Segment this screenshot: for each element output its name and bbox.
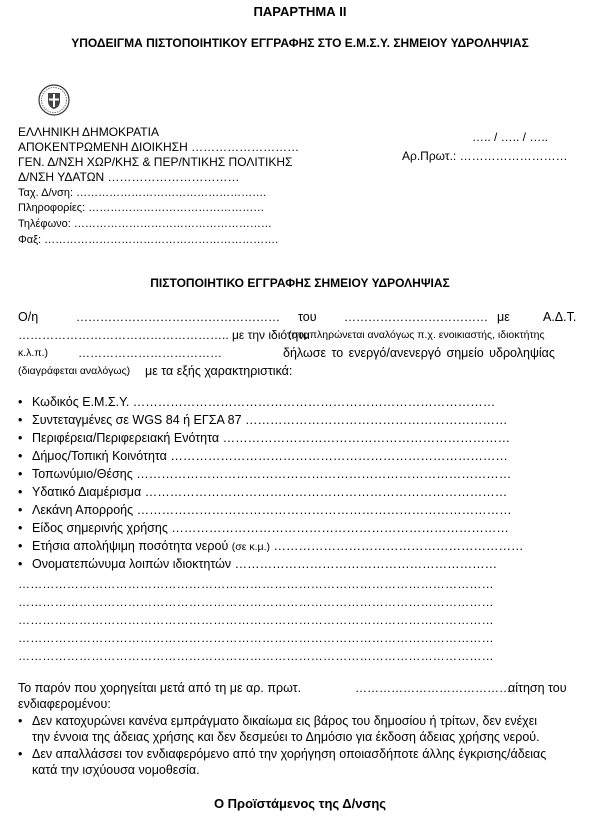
date-field: ….. / ….. / ….. [472, 130, 549, 144]
list-item: • Δήμος/Τοπική Κοινότητα ……………………………………………………………………… [18, 449, 508, 463]
intro-etc: κ.λ.π.) [18, 347, 48, 359]
phone-field: Τηλέφωνο: ……………………………………………… [18, 218, 272, 230]
closing-interested: ενδιαφερομένου: [18, 697, 111, 711]
blank-line: ……………………………………………………………………………………………………… [18, 613, 494, 627]
blank-line: ……………………………………………………………………………………………………… [18, 631, 494, 645]
intro-father-blank: ……………………………… [344, 310, 488, 324]
bullet-icon: • [18, 539, 23, 553]
address-field: Ταχ. Δ/νση: ……………………………………………. [18, 187, 267, 199]
closing-protocol-blank: ………………………………… [355, 681, 511, 695]
list-item: • Ετήσια απολήψιμη ποσότητα νερού (σε κ.μ.) …………………………………………………… [18, 539, 524, 553]
list-item: • Τοπωνύμιο/Θέσης ……………………………………………………………………………… [18, 467, 512, 481]
bullet-icon: • [18, 395, 23, 409]
intro-capacity-blank: ……………………………… [78, 346, 222, 360]
greek-coat-of-arms-icon [38, 84, 70, 116]
header-country: ΕΛΛΗΝΙΚΗ ΔΗΜΟΚΡΑΤΙΑ [18, 125, 159, 139]
header-administration: ΑΠΟΚΕΝΤΡΩΜΕΝΗ ΔΙΟΙΚΗΣΗ ……………………… [18, 140, 300, 154]
intro-name-blank: …………………………………………… [76, 310, 280, 324]
fax-field: Φαξ: ………………………………………………………. [18, 234, 279, 246]
bullet-icon: • [18, 485, 23, 499]
list-item: • Ονοματεπώνυμα λοιπών ιδιοκτητών ……………………………………………………… [18, 557, 498, 571]
signature-title: Ο Προϊστάμενος της Δ/νσης [213, 796, 387, 811]
bullet-icon: • [18, 521, 23, 535]
header-water-directorate: Δ/ΝΣΗ ΥΔΑΤΩΝ …………………………… [18, 170, 240, 184]
list-item: • Υδατικό Διαμέρισμα …………………………………………………………………………… [18, 485, 508, 499]
annex-title: ΠΑΡΑΡΤΗΜΑ ΙΙ [253, 4, 347, 19]
list-item: • Δεν κατοχυρώνει κανένα εμπράγματο δικαίωμα εις βάρος του δημοσίου ή τρίτων, δεν ενέχει [18, 714, 538, 728]
bullet-icon: • [18, 714, 23, 728]
document-title: ΥΠΟΔΕΙΓΜΑ ΠΙΣΤΟΠΟΙΗΤΙΚΟΥ ΕΓΓΡΑΦΗΣ ΣΤΟ Ε.Μ.Σ.Υ. ΣΗΜΕΙΟΥ ΥΔΡΟΛΗΨΙΑΣ [71, 36, 529, 50]
unit-blank: …………………………………………………… [273, 539, 524, 553]
intro-strike-hint: (διαγράφεται αναλόγως) [18, 365, 131, 377]
bullet-icon: • [18, 413, 23, 427]
blank-line: ……………………………………………………………………………………………………… [18, 577, 494, 591]
bullet-icon: • [18, 449, 23, 463]
list-item: • Λεκάνη Απορροής ……………………………………………………………………………… [18, 503, 512, 517]
information-field: Πληροφορίες: ………………………………………… [18, 202, 265, 214]
list-item: • Περιφέρεια/Περιφερειακή Ενότητα …………………………………………………………… [18, 431, 511, 445]
intro-capacity: …………………………………………….. με την ιδιότητα [18, 328, 310, 342]
intro-of: του [298, 310, 317, 324]
list-item: • Κωδικός Ε.Μ.Σ.Υ. …………………………………………………………………………… [18, 395, 496, 409]
intro-with: με [497, 310, 510, 324]
bullet-icon: • [18, 467, 23, 481]
bullet-icon: • [18, 747, 23, 761]
intro-capacity-hint: (συμπληρώνεται αναλόγως π.χ. ενοικιαστής, ιδιοκτήτης [288, 329, 545, 341]
certificate-title: ΠΙΣΤΟΠΟΙΗΤΙΚΟ ΕΓΓΡΑΦΗΣ ΣΗΜΕΙΟΥ ΥΔΡΟΛΗΨΙΑΣ [150, 276, 450, 290]
protocol-number-field: Αρ.Πρωτ.: ……………………… [402, 149, 568, 163]
bullet-icon: • [18, 431, 23, 445]
closing-request: αίτηση του [508, 681, 567, 695]
bullet-icon: • [18, 503, 23, 517]
closing-point-continued: την έννοια της άδειας χρήσης και δεν δεσμεύει το Δημόσιο για έκδοση άδειας χρήσης νερού. [32, 730, 540, 744]
intro-subject: Ο/η [18, 310, 39, 324]
intro-id-label: Α.Δ.Τ. [543, 310, 577, 324]
list-item: • Είδος σημερινής χρήσης ……………………………………………………………………… [18, 521, 509, 535]
blank-line: ……………………………………………………………………………………………………… [18, 649, 494, 663]
list-item: • Συντεταγμένες σε WGS 84 ή ΕΓΣΑ 87 ……………………………………………………… [18, 413, 508, 427]
header-general-directorate: ΓΕΝ. Δ/ΝΣΗ ΧΩΡ/ΚΗΣ & ΠΕΡ/ΝΤΙΚΗΣ ΠΟΛΙΤΙΚΗΣ [18, 155, 293, 169]
closing-text: Το παρόν που χορηγείται μετά από τη με αρ. πρωτ. [18, 681, 302, 695]
intro-declared: δήλωσε το ενεργό/ανενεργό σημείο υδροληψίας [283, 346, 555, 360]
bullet-icon: • [18, 557, 23, 571]
list-item: • Δεν απαλλάσσει τον ενδιαφερόμενο από την χορήγηση οποιασδήποτε άλλης έγκρισης/άδειας [18, 747, 547, 761]
blank-line: ……………………………………………………………………………………………………… [18, 595, 494, 609]
intro-characteristics: με τα εξής χαρακτηριστικά: [145, 364, 293, 378]
closing-point-continued: κατά την ισχύουσα νομοθεσία. [32, 763, 200, 777]
unit-label: (σε κ.μ.) [231, 541, 270, 553]
